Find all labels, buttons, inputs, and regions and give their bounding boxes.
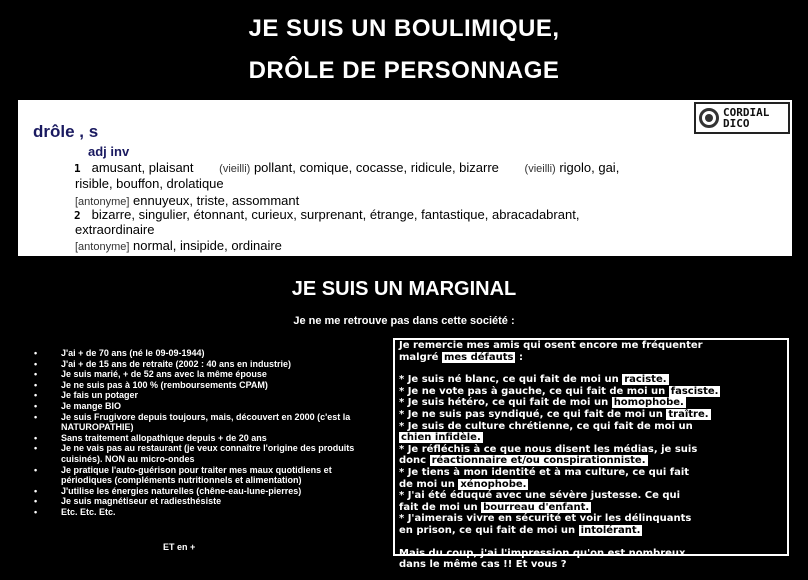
antonym-1-tag: [antonyme] <box>75 196 130 208</box>
list-item: • J'ai + de 70 ans (né le 09-09-1944) <box>34 348 364 359</box>
highlight: fasciste. <box>670 385 719 397</box>
bullet-6: * Je réfléchis à ce que nous disent les médias, je suis donc réactionnaire et/ou conspirationniste. <box>399 443 698 467</box>
list-item: • Etc. Etc. Etc. <box>34 507 364 518</box>
headword-separator: , <box>79 122 85 141</box>
bullet-4: * Je ne suis pas syndiqué, ce qui fait de moi un traître. <box>399 408 709 420</box>
sense-2-number: 2 <box>74 209 81 222</box>
header-title-line2: DRÔLE DE PERSONNAGE <box>248 57 560 84</box>
list-item: • Je ne vais pas au restaurant (je veux connaître l'origine des produits cuisinés). NON au micro-ondes <box>34 443 364 464</box>
marginal-subtitle: Je ne me retrouve pas dans cette société : <box>293 315 515 327</box>
cordial-logo <box>694 102 790 134</box>
sense-1-text: amusant, plaisant <box>91 160 194 175</box>
sense-2-text: bizarre, singulier, étonnant, curieux, surprenant, étrange, fantastique, abracadabrant, <box>91 207 580 222</box>
intro-line2: malgré mes défauts : <box>399 351 523 363</box>
marginal-title: JE SUIS UN MARGINAL <box>291 278 517 300</box>
antonym-2-tag: [antonyme] <box>75 241 130 253</box>
bullet-2: * Je ne vote pas à gauche, ce qui fait de moi un fasciste. <box>399 385 719 397</box>
bullet-9: * J'aimerais vivre en sécurité et voir les délinquants en prison, ce qui fait de moi un intolérant. <box>399 513 692 536</box>
list-item: • Je suis marié, + de 52 ans avec la même épouse <box>34 369 364 380</box>
sense-1 <box>74 160 619 175</box>
sense-1-number: 1 <box>74 162 81 175</box>
dictionary-panel <box>18 100 792 256</box>
highlight: raciste. <box>624 374 667 386</box>
logo-line2: DICO <box>723 117 750 130</box>
subpos-label: adj inv <box>88 144 130 159</box>
header-title-line1: JE SUIS UN BOULIMIQUE, <box>248 15 560 42</box>
left-footer: ET en + <box>163 542 196 552</box>
bullet-7: * Je tiens à mon identité et à ma culture, ce qui fait de moi un xénophobe. <box>399 466 690 490</box>
list-item: • Je mange BIO <box>34 401 364 412</box>
sense-1-text3: rigolo, gai, <box>559 160 620 175</box>
outro-line1: Mais du coup, j'ai l'impression qu'on est nombreux <box>399 547 686 559</box>
sense-2 <box>74 207 579 222</box>
antonym-1-text: ennuyeux, triste, assommant <box>133 193 300 208</box>
dictionary-headword <box>33 122 98 142</box>
list-item: • Je ne suis pas à 100 % (remboursements CPAM) <box>34 380 364 391</box>
list-item: • Je pratique l'auto-guérison pour traiter mes maux quotidiens et périodiques (compléments nutritionnels et alimentation) <box>34 465 364 486</box>
personal-facts-list <box>34 348 364 518</box>
list-item: • Sans traitement allopathique depuis + de 20 ans <box>34 433 364 444</box>
highlight: intolérant. <box>580 524 641 536</box>
highlight: homophobe. <box>613 397 684 409</box>
highlight: réactionnaire et/ou conspirationniste. <box>431 455 646 467</box>
intro-line1: Je remercie mes amis qui osent encore me fréquenter <box>399 340 703 351</box>
outro-line2: dans le même cas !! Et vous ? <box>399 559 567 571</box>
antonym-1 <box>75 193 299 208</box>
thanks-box <box>393 338 789 571</box>
cordial-logo-icon <box>699 108 719 128</box>
sense-2-continued: extraordinaire <box>75 222 155 237</box>
bullet-3: * Je suis hétéro, ce qui fait de moi un homophobe. <box>399 397 684 409</box>
list-item: • J'ai + de 15 ans de retraite (2002 : 40 ans en industrie) <box>34 359 364 370</box>
bullet-8: * J'ai été éduqué avec une sévère justesse. Ce qui fait de moi un bourreau d'enfant. <box>399 490 681 513</box>
highlight: mes défauts <box>443 351 514 363</box>
highlight: traître. <box>668 408 709 420</box>
list-item: • Je suis Frugivore depuis toujours, mais, découvert en 2000 (c'est la NATUROPATHIE) <box>34 412 364 433</box>
bullet-1: * Je suis né blanc, ce qui fait de moi un raciste. <box>399 374 667 386</box>
list-item: • Je suis magnétiseur et radiesthésiste <box>34 496 364 507</box>
sense-1-text2: pollant, comique, cocasse, ridicule, bizarre <box>253 160 499 175</box>
headword-pos: s <box>88 122 99 141</box>
highlight: xénophobe. <box>460 478 527 490</box>
headword: drôle <box>33 122 75 141</box>
logo-line1: CORDIAL <box>723 106 770 119</box>
highlight: chien infidèle. <box>401 432 481 444</box>
sense-1-tag1: (vieilli) <box>219 163 251 175</box>
bullet-5: * Je suis de culture chrétienne, ce qui fait de moi un chien infidèle. <box>399 420 693 444</box>
antonym-2 <box>75 238 282 253</box>
list-item: • Je fais un potager <box>34 390 364 401</box>
highlight: bourreau d'enfant. <box>483 501 590 513</box>
antonym-2-text: normal, insipide, ordinaire <box>133 238 282 253</box>
list-item: • J'utilise les énergies naturelles (chêne-eau-lune-pierres) <box>34 486 364 497</box>
sense-1-tag2: (vieilli) <box>524 163 556 175</box>
sense-1-continued: risible, bouffon, drolatique <box>75 176 224 191</box>
